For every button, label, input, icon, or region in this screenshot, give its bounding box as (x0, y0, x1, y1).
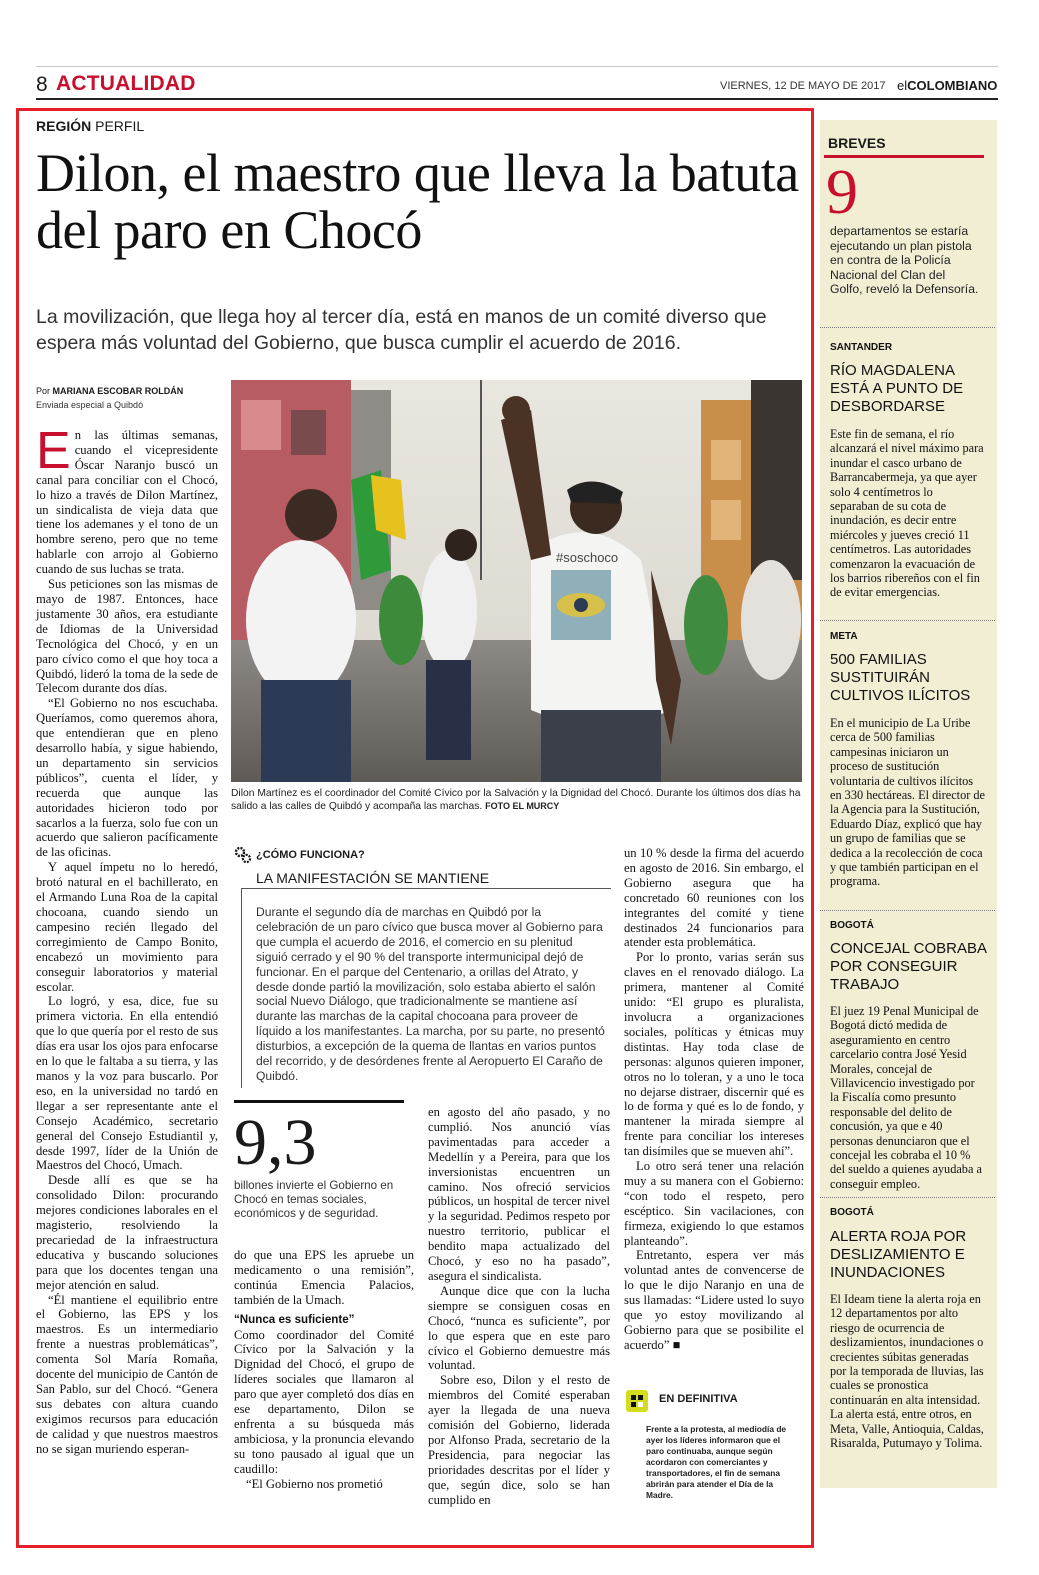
protest-photo (231, 380, 802, 782)
breves-title: BREVES (828, 135, 886, 151)
issue-date: VIERNES, 12 DE MAYO DE 2017 (720, 80, 886, 92)
paragraph: Lo otro será tener una relación muy a su manera con el Gobierno: “con todo el respeto, pero escéptico. Sin vacilaciones, con firmeza, exigiendo lo que estamos planteando”. (624, 1159, 804, 1248)
brief-body: El Ideam tiene la alerta roja en 12 departamentos por alto riesgo de ocurrencia de deslizamientos, inundaciones o crecientes súbitas generadas por la temporada de lluvias, las cuales se pronostica continuarán en alta intensidad. La alerta está, entre otros, en Meta, Valle, Antioquia, Caldas, Risaralda, Putumayo y Tolima. (830, 1292, 984, 1451)
breves-number-text: departamentos se estaría ejecutando un plan pistola en contra de la Policía Nacional del Clan del Golfo, reveló la Defensoría. (830, 224, 979, 296)
divider (820, 1197, 995, 1198)
brief-body: Este fin de semana, el río alcanzará el nivel máximo para inundar el casco urbano de Barrancabermeja, ya que ayer solo 4 centímetros lo separaban de su cota de inundación, es decir entre miércoles y jueves creció 11 centímetros. Las autoridades comenzaron la evacuación de los barrios ribereños con el fin de evitar emergencias. (830, 427, 984, 600)
paragraph: Sus peticiones son las mismas de mayo de 1987. Entonces, hace justamente 30 años, era estudiante de Idiomas de la Universidad Tecnológica del Chocó, y en un paro cívico como el que hoy toca a Quibdó, lideró la toma de la sede de Telecom durante dos días. (36, 577, 218, 696)
lead-paragraph (36, 422, 218, 577)
subheading: “Nunca es suficiente” (234, 1312, 355, 1326)
article-column-1 (36, 422, 218, 1457)
article-column-4 (624, 846, 804, 1353)
paragraph: n las últimas semanas, cuando el vicepresidente Óscar Naranjo buscó un canal para conciliar con el Chocó, lo hizo a través de Dilon Martínez, un sindicalista de vieja data que tiene los ademanes y el tono de un hombre sereno, pero que no teme hablarle con arrojo al Gobierno cuando de sus luchas se trata. (36, 428, 218, 577)
article-kicker (36, 118, 144, 134)
brief-region: META (830, 631, 858, 642)
kicker-sub: PERFIL (95, 118, 145, 134)
kicker-main: REGIÓN (36, 118, 92, 134)
byline-role: Enviada especial a Quibdó (36, 400, 144, 410)
article-column-2 (234, 1248, 414, 1492)
paragraph: Lo logró, y esa, dice, fue su primera victoria. En ella entendió que lo que quería por el resto de sus días era usar los ojos para enfocarse en lo que le faltaba a su tierra, y las manos y la voz para buscarlo. Por eso, en la universidad no tardó en llegar a ser representante ante el Consejo Académico, secretario general del Consejo Estudiantil y, desde 1997, líder de la Unión de Maestros del Chocó, Umach. (36, 994, 218, 1173)
paragraph: Como coordinador del Comité Cívico por la Salvación y la Dignidad del Chocó, el grupo de líderes sociales que llamaron al paro que ayer completó dos días en ese departamento, Dilon se enfrenta a su búsqueda más ambiciosa, y la pronuncia elevando su tono pausado al igual que un caudillo: (234, 1327, 414, 1476)
logo-prefix: el (897, 78, 908, 93)
headline: Dilon, el maestro que lleva la batuta del paro en Chocó (36, 143, 799, 260)
photo-credit: FOTO EL MURCY (485, 801, 560, 811)
shirt-slogan: #soschoco (556, 550, 619, 565)
brief-region: SANTANDER (830, 342, 893, 353)
puzzle-icon (624, 1388, 650, 1419)
paragraph: Entretanto, espera ver más voluntad antes de convencerse de lo que le dijo Naranjo en una de sus llamadas: “Lidere usted lo suyo que yo estoy movilizando al Gobierno para que se posibilite el acuerdo” ■ (624, 1248, 804, 1352)
brief-region: BOGOTÁ (830, 1207, 874, 1218)
brief-headline: RÍO MAGDALENA ESTÁ A PUNTO DE DESBORDARSE (830, 362, 964, 415)
paragraph: “Él mantiene el equilibrio entre el Gobierno, las EPS y los maestros. Es un intermediario frente a nuestras problemáticas”, comenta Sol María Romaña, docente del municipio de Cantón de San Pablo, sur del Chocó. “Genera sus debates con altura cuando exigimos recursos para educación de calidad y que nuestros maestros no se sigan muriendo esperan- (36, 1292, 218, 1456)
photo-caption (231, 787, 802, 813)
brief-body: El juez 19 Penal Municipal de Bogotá dictó medida de aseguramiento en centro carcelario contra José Yesid Morales, concejal de Villavicencio investigado por la Fiscalía como presunto responsable del delito de concusión, ya que e 40 personas denunciaron que el concejal les cobraba el 10 % del sueldo a quienes ayudaba a conseguir empleo. (830, 1004, 982, 1191)
how-box-kicker: ¿CÓMO FUNCIONA? (256, 849, 365, 861)
how-box-rule (241, 888, 611, 889)
top-rule (36, 66, 998, 67)
article-dek: La movilización, que llega hoy al tercer día, está en manos de un comité diverso que espera más voluntad del Gobierno, que busca cumplir el acuerdo de 2016. (36, 306, 767, 354)
paragraph: Sobre eso, Dilon y el resto de miembros del Comité esperaban ayer la llegada de una nueva comisión del Gobierno, liderada por Alfonso Prada, secretario de la Presidencia, para negociar las prioridades descritas por el líder y que, según dice, solo se han cumplido en (428, 1373, 610, 1507)
paragraph: Por lo pronto, varias serán sus claves en el renovado diálogo. La primera, mantener al Comité unido: “El grupo es pluralista, involucra a organizaciones sociales, políticas y étnicas muy distintas. Hay toda clase de personas: algunos quieren imponer, otros no lo toleran, y a uno le toca no dejarse distraer, discernir qué es lo de forma y qué es lo de fondo, y mantener la mirada siempre al frente para conciliar los intereses tan disímiles que se mueven ahí”. (624, 950, 804, 1159)
paragraph: Desde allí es que se ha consolidado Dilon: procurando mejores condiciones laborales en el magisterio, resolviendo la precariedad de la infraestructura educativa y buscando soluciones para que los docentes tengan una mejor atención en salud. (36, 1173, 218, 1292)
paragraph: en agosto del año pasado, y no cumplió. Nos anunció vías pavimentadas para acceder a Medellín y a Pereira, para que los inversionistas encuentren un camino. Nos ofreció servicios públicos, un hospital de tercer nivel y la seguridad. Pedimos respeto por nuestro territorio, publicar el bendito mapa actualizado del Chocó, y eso no ha pasado”, asegura el sindicalista. (428, 1105, 610, 1283)
caption-text: Dilon Martínez es el coordinador del Comité Cívico por la Salvación y la Dignidad del Chocó. Durante los últimos dos días ha salido a las calles de Quibdó y acompaña las marchas. (231, 788, 801, 812)
how-box-title: LA MANIFESTACIÓN SE MANTIENE (256, 870, 490, 886)
protest-photo-illustration (231, 380, 802, 782)
divider (820, 327, 995, 328)
brief-region: BOGOTÁ (830, 920, 874, 931)
stat-rule (234, 1100, 404, 1103)
paragraph: Aunque dice que con la lucha siempre se consiguen cosas en Chocó, “nunca es suficiente”, por lo que espera que en este paro cívico el Gobierno demuestre más voluntad. (428, 1283, 610, 1373)
brief-headline: 500 FAMILIAS SUSTITUIRÁN CULTIVOS ILÍCITOS (830, 651, 971, 704)
paragraph: do que una EPS les apruebe un medicamento o una remisión”, continúa Emencia Palacios, también de la Umach. (234, 1248, 414, 1307)
brief-headline: CONCEJAL COBRABA POR CONSEGUIR TRABAJO (830, 940, 987, 993)
paragraph: un 10 % desde la firma del acuerdo en agosto de 2016. Sin embargo, el Gobierno asegura que ha concretado 60 reuniones con los integrantes del comité y tiene destinados 24 funcionarios para atender esta problemática. (624, 846, 804, 950)
logo-name: COLOMBIANO (907, 78, 998, 93)
stat-number: 9,3 (234, 1106, 317, 1179)
header-rule (36, 98, 998, 100)
page-number: 8 (36, 73, 48, 96)
gears-icon (234, 846, 252, 869)
article-column-3 (428, 1105, 610, 1507)
stat-text: billones invierte el Gobierno en Chocó en temas sociales, económicos y de seguridad. (234, 1179, 394, 1220)
paragraph: Y aquel ímpetu no lo heredó, brotó natural en el bachillerato, en el Armando Luna Roa de la capital chocoana, cuando siendo un campesino recién llegado del corregimiento de Campo Bonito, encabezó un movimiento para conseguir laboratorios y material escolar. (36, 860, 218, 994)
brief-body: En el municipio de La Uribe cerca de 500 familias campesinas iniciaron un proceso de sustitución voluntaria de cultivos ilícitos en 330 hectáreas. El director de la Agencia para la Sustitución, Eduardo Díaz, explicó que hay un grupo de familias que se dedica a la recolección de coca y que también participan en el programa. (830, 716, 986, 889)
newspaper-logo (897, 78, 997, 93)
paragraph: “El Gobierno no nos escuchaba. Queríamos, como queremos ahora, que entendieran que en pleno desarrollo había, y sigue habiendo, un departamento sin servicios públicos”, cuenta el líder, y recuerda que aunque las autoridades hicieron todo por sacarlos a la fuerza, solo fue con un acuerdo que salieron pacíficamente de las oficinas. (36, 696, 218, 860)
definitiva-title: EN DEFINITIVA (659, 1393, 738, 1405)
divider (820, 910, 995, 911)
paragraph: “El Gobierno nos prometió (246, 1476, 383, 1491)
how-box-body: Durante el segundo día de marchas en Quibdó por la celebración de un paro cívico que busca mover al Gobierno para que cumpla el acuerdo de 2016, el comercio en su plenitud siguió cerrado y el 90 % del transporte intermunicipal dejó de funcionar. En el parque del Centenario, a orillas del Atrato, y desde donde partió la movilización, solo estaba abierto el salón social Nuevo Diálogo, que tradicionalmente se mantiene así durante las marchas de la capital chocoana para proveer de líquido a los manifestantes. La marcha, por su parte, no presentó disturbios, a excepción de la quema de llantas en varios puntos del recorrido, y de desórdenes frente al Aeropuerto El Caraño de Quibdó. (256, 905, 605, 1083)
divider (820, 620, 995, 621)
breves-number: 9 (826, 156, 858, 227)
byline (36, 386, 183, 396)
drop-cap: E (36, 422, 71, 480)
byline-name: MARIANA ESCOBAR ROLDÁN (52, 386, 184, 396)
how-box-side-rule (241, 888, 242, 1088)
byline-prefix: Por (36, 386, 51, 396)
definitiva-body: Frente a la protesta, al mediodía de ayer los líderes informaron que el paro continuaba, aunque según acordaron con comerciantes y transportadores, el fin de semana abrirán para atender el Día de la Madre. (646, 1424, 787, 1500)
section-name: ACTUALIDAD (56, 72, 196, 95)
brief-headline: ALERTA ROJA POR DESLIZAMIENTO E INUNDACIONES (830, 1228, 967, 1281)
